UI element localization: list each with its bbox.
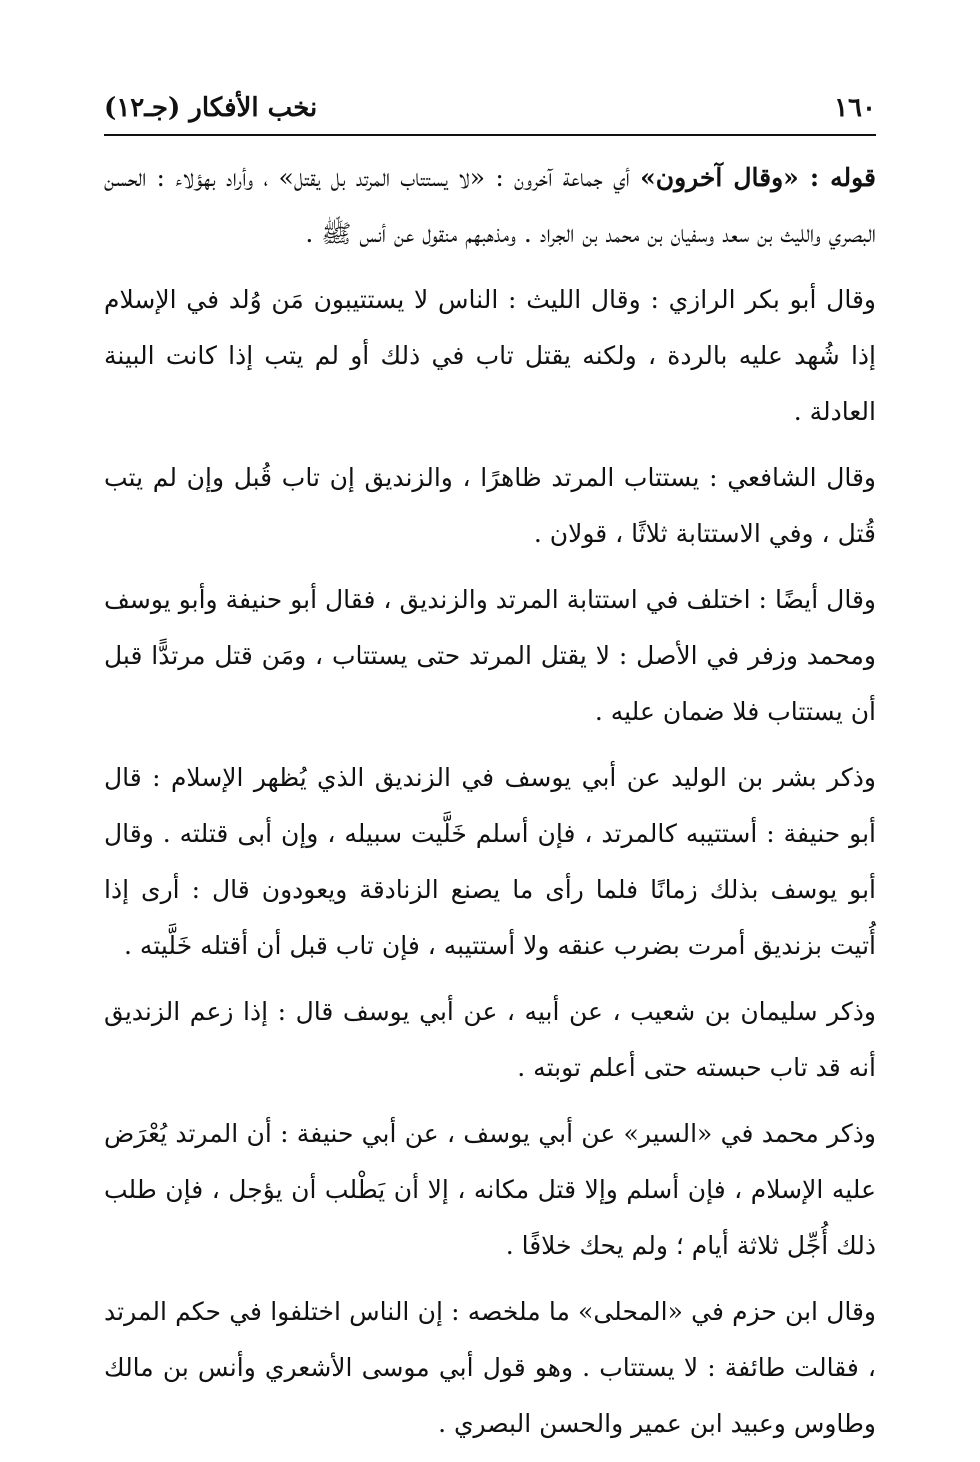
paragraph-7 bbox=[104, 1106, 876, 1274]
paragraph-lead: قوله : «وقال آخرون» bbox=[640, 163, 877, 192]
paragraph-text: وقال ابن حزم في «المحلى» ما ملخصه : إن الناس اختلفوا في حكم المرتد ، فقالت طائفة : لا يستتاب . وهو قول أبي موسى الأشعري وأنس بن مالك وطاوس وعبيد ابن عمير والحسن البصري . bbox=[104, 1297, 876, 1438]
paragraph-1 bbox=[104, 150, 876, 262]
header-rule bbox=[104, 134, 876, 136]
paragraph-4 bbox=[104, 572, 876, 740]
paragraph-text: وقال أيضًا : اختلف في استتابة المرتد والزنديق ، فقال أبو حنيفة وأبو يوسف ومحمد وزفر في الأصل : لا يقتل المرتد حتى يستتاب ، ومَن قتل مرتدًّا قبل أن يستتاب فلا ضمان عليه . bbox=[104, 585, 876, 726]
paragraph-text: وذكر سليمان بن شعيب ، عن أبيه ، عن أبي يوسف قال : إذا زعم الزنديق أنه قد تاب حبسته حتى أعلم توبته . bbox=[104, 997, 876, 1082]
paragraph-text: وذكر محمد في «السير» عن أبي يوسف ، عن أبي حنيفة : أن المرتد يُعْرَض عليه الإسلام ، فإن أسلم وإلا قتل مكانه ، إلا أن يَطْلب أن يؤجل ، فإن طلب ذلك أُجِّل ثلاثة أيام ؛ ولم يحك خلافًا . bbox=[104, 1119, 876, 1260]
paragraph-2 bbox=[104, 272, 876, 440]
paragraph-6 bbox=[104, 984, 876, 1096]
body-text bbox=[104, 150, 876, 1462]
running-title: نخب الأفكار (جـ١٢) bbox=[104, 93, 318, 123]
page-header bbox=[104, 88, 876, 128]
paragraph-5 bbox=[104, 750, 876, 974]
paragraph-8 bbox=[104, 1284, 876, 1452]
paragraph-text: أي جماعة آخرون : «لا يستتاب المرتد بل يقتل» ، وأراد بهؤلاء : الحسن البصري والليث بن سعد وسفيان بن محمد بن الجراد . ومذهبهم منقول عن أنس ﷺ . bbox=[104, 163, 876, 248]
paragraph-3 bbox=[104, 450, 876, 562]
paragraph-text: وقال الشافعي : يستتاب المرتد ظاهرًا ، والزنديق إن تاب قُبل وإن لم يتب قُتل ، وفي الاستتابة ثلاثًا ، قولان . bbox=[104, 463, 876, 548]
paragraph-text: وذكر بشر بن الوليد عن أبي يوسف في الزنديق الذي يُظهر الإسلام : قال أبو حنيفة : أستتيبه كالمرتد ، فإن أسلم خَلَّيت سبيله ، وإن أبى قتلته . وقال أبو يوسف بذلك زمانًا فلما رأى ما يصنع الزنادقة ويعودون قال : أرى إذا أُتيت بزنديق أمرت بضرب عنقه ولا أستتيبه ، فإن تاب قبل أن أقتله خَلَّيته . bbox=[104, 763, 876, 960]
page-number: ١٦٠ bbox=[834, 93, 876, 123]
paragraph-text: وقال أبو بكر الرازي : وقال الليث : الناس لا يستتيبون مَن وُلد في الإسلام إذا شُهد عليه بالردة ، ولكنه يقتل تاب في ذلك أو لم يتب إذا كانت البينة العادلة . bbox=[104, 285, 876, 426]
